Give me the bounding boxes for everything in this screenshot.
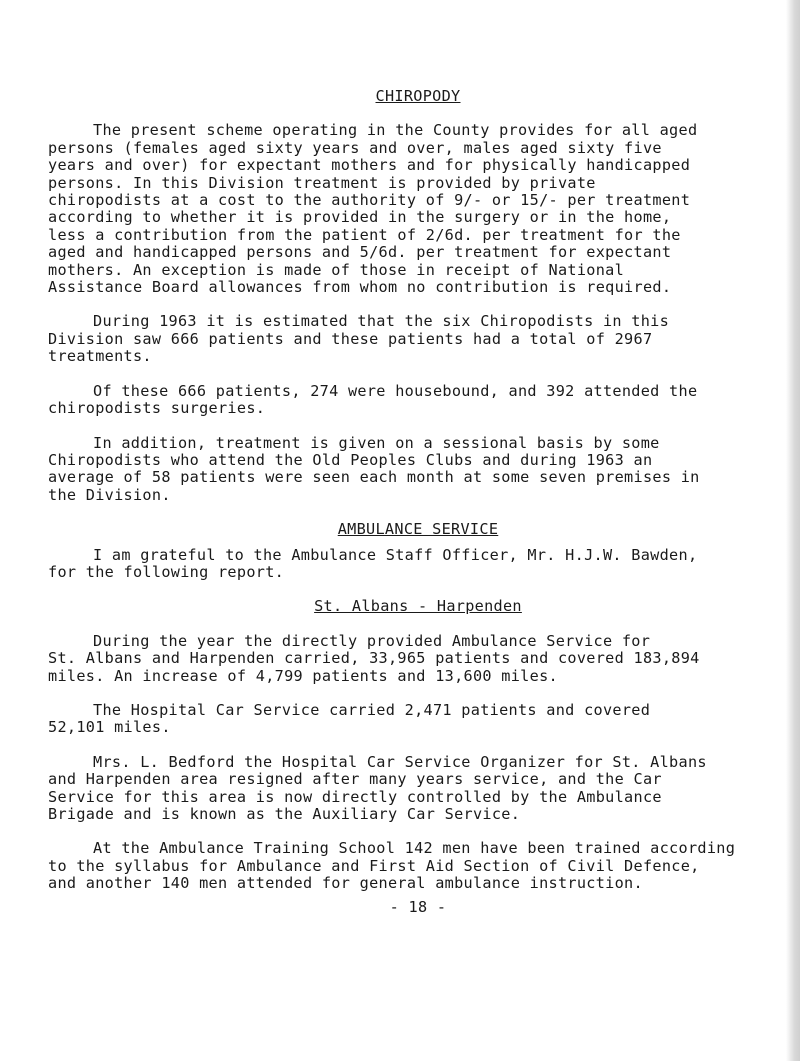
text-line: The present scheme operating in the County provides for all aged — [93, 121, 698, 140]
text-line: The Hospital Car Service carried 2,471 patients and covered — [93, 700, 651, 719]
text-line: years and over) for expectant mothers and for physically handicapped — [48, 156, 691, 175]
document-page — [48, 88, 788, 916]
text-line: persons (females aged sixty years and over, males aged sixty five — [48, 138, 662, 157]
text-line: Chiropodists who attend the Old Peoples Clubs and during 1963 an — [48, 450, 653, 469]
text-line: and another 140 men attended for general ambulance instruction. — [48, 874, 643, 893]
section-heading-chiropody: CHIROPODY — [375, 87, 461, 105]
text-line: Assistance Board allowances from whom no contribution is required. — [48, 278, 672, 297]
st-albans-paragraph-1 — [48, 633, 788, 685]
chiropody-paragraph-1 — [48, 122, 788, 296]
text-line: I am grateful to the Ambulance Staff Officer, Mr. H.J.W. Bawden, — [93, 545, 698, 564]
text-line: In addition, treatment is given on a sessional basis by some — [93, 433, 660, 452]
text-line: Service for this area is now directly controlled by the Ambulance — [48, 787, 662, 806]
st-albans-paragraph-2 — [48, 702, 788, 737]
text-line: During 1963 it is estimated that the six Chiropodists in this — [93, 312, 670, 331]
text-line: average of 58 patients were seen each month at some seven premises in — [48, 468, 700, 487]
chiropody-paragraph-4 — [48, 435, 788, 505]
text-line: the Division. — [48, 485, 171, 504]
text-line: At the Ambulance Training School 142 men have been trained according — [93, 839, 736, 858]
text-line: persons. In this Division treatment is provided by private — [48, 173, 596, 192]
chiropody-paragraph-2 — [48, 313, 788, 365]
text-line: chiropodists at a cost to the authority of 9/- or 15/- per treatment — [48, 191, 691, 210]
text-line: During the year the directly provided Ambulance Service for — [93, 631, 651, 650]
text-line: Of these 666 patients, 274 were housebound, and 392 attended the — [93, 381, 698, 400]
text-line: aged and handicapped persons and 5/6d. per treatment for expectant — [48, 243, 672, 262]
page-edge-shadow — [786, 0, 800, 1061]
page-number: - 18 - — [389, 897, 447, 916]
st-albans-paragraph-3 — [48, 754, 788, 824]
subheading-st-albans-harpenden: St. Albans - Harpenden — [314, 597, 522, 616]
ambulance-paragraph-1 — [48, 547, 788, 582]
text-line: St. Albans and Harpenden carried, 33,965 patients and covered 183,894 — [48, 649, 700, 668]
text-line: chiropodists surgeries. — [48, 399, 266, 418]
section-heading-ambulance-service: AMBULANCE SERVICE — [337, 520, 499, 539]
text-line: mothers. An exception is made of those in receipt of National — [48, 260, 625, 279]
text-line: and Harpenden area resigned after many years service, and the Car — [48, 770, 662, 789]
text-line: Brigade and is known as the Auxiliary Car Service. — [48, 805, 521, 823]
text-line: according to whether it is provided in the surgery or in the home, — [48, 208, 672, 227]
text-line: 52,101 miles. — [48, 718, 171, 737]
text-line: miles. An increase of 4,799 patients and 13,600 miles. — [48, 666, 558, 685]
text-line: Division saw 666 patients and these patients had a total of 2967 — [48, 329, 653, 348]
text-line: for the following report. — [48, 562, 285, 581]
text-line: less a contribution from the patient of 2/6d. per treatment for the — [48, 225, 681, 244]
text-line: treatments. — [48, 347, 152, 366]
text-line: Mrs. L. Bedford the Hospital Car Service Organizer for St. Albans — [93, 752, 707, 771]
text-line: to the syllabus for Ambulance and First Aid Section of Civil Defence, — [48, 856, 700, 875]
st-albans-paragraph-4 — [48, 840, 788, 892]
chiropody-paragraph-3 — [48, 383, 788, 418]
